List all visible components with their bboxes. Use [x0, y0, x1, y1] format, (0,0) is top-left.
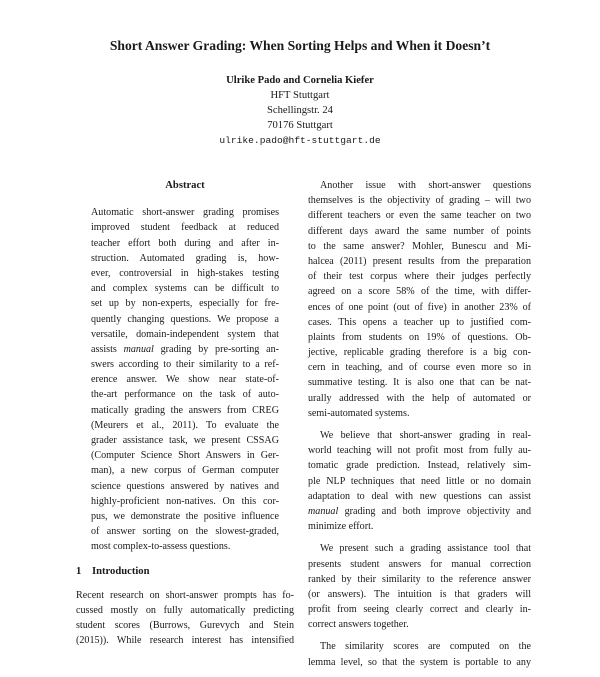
paragraph-belief [308, 428, 531, 534]
abstract-heading: Abstract [165, 180, 205, 191]
author-city: 70176 Stuttgart [267, 120, 333, 131]
text-line: correct answers together. [308, 619, 409, 631]
author-affiliation: HFT Stuttgart [270, 90, 330, 101]
text-line: agreed on a score 58% of the time, with differ- [308, 286, 531, 298]
text-line: erence answer. We show near state-of- [91, 374, 279, 386]
author-block [0, 73, 600, 148]
text-line: ences of one point (out of five) in another 23% of [308, 301, 531, 313]
text-line: quently changing questions. We propose a [91, 313, 279, 325]
section-heading-introduction [76, 564, 294, 579]
text-line: teacher effort both during and after in- [91, 237, 279, 249]
text-line: (Computer Science Short Answers in Ger- [91, 450, 279, 462]
text-line: (2015)). While research interest has intensified [76, 635, 294, 647]
emphasis: manual [308, 505, 339, 517]
text-line: pus, we demonstrate the positive influence [91, 510, 279, 522]
text-line: assists manual grading by pre-sorting an- [91, 343, 279, 355]
text-line: urally addressed with the help of automated or [308, 392, 531, 404]
text-line: science questions answered by natives and [91, 480, 279, 492]
text-line: most complex-to-assess questions. [91, 541, 231, 553]
text-line: ever, controversial in high-stakes testing [91, 267, 279, 279]
text-line: the-art performance on the task of auto- [91, 389, 279, 401]
text-line: ranked by their similarity to the reference answer [308, 573, 531, 585]
text-line: minimize effort. [308, 521, 374, 533]
text-line: We believe that short-answer grading in real- [320, 430, 531, 441]
section-title: Introduction [92, 565, 150, 577]
left-column [76, 178, 294, 655]
author-names: Ulrike Pado and Cornelia Kiefer [226, 75, 374, 86]
author-email: ulrike.pado@hft-stuttgart.de [219, 135, 381, 146]
text-line: man), a new corpus of German computer [91, 465, 279, 477]
text-line: The similarity scores are computed on the [320, 641, 531, 653]
text-line: ple NLP techniques that need little or no domain [308, 475, 531, 487]
text-line: set up by non-experts, especially for fre- [91, 298, 279, 310]
text-line: presents student answers for manual correction [308, 558, 531, 570]
text-line: different teachers or even the same teacher on two [308, 210, 531, 222]
text-line: lemma level, so that the system is portable to any [308, 656, 531, 668]
text-line: semi-automated systems. [308, 407, 410, 419]
emphasis: manual [123, 343, 154, 355]
paragraph-objectivity [308, 178, 531, 421]
text-line: Another issue with short-answer questions [320, 180, 531, 191]
author-street: Schellingstr. 24 [267, 105, 333, 116]
paragraph-tool [308, 541, 531, 632]
text-line: matically grading the answers from CREG [91, 404, 279, 416]
text-line: (or answers). The intuition is that graders will [308, 588, 531, 600]
text-line: versatile, domain-independent system that [91, 328, 279, 340]
text-line: Recent research on short-answer prompts has fo- [76, 589, 294, 601]
text-line: profit from seeing clearly correct and clearly in- [308, 604, 531, 616]
text-line: of answer sorting on the slowest-graded, [91, 526, 279, 538]
text-line: different days award the same number of points [308, 225, 531, 237]
text-line: of their test corpus where their judges perfectly [308, 271, 531, 283]
abstract-body [76, 205, 294, 554]
text-line: manual grading and both improve objectivity and [308, 505, 531, 517]
text-line: to the same answer? Mohler, Bunescu and Mi- [308, 240, 531, 252]
text-line: highly-proficient non-natives. On this cor- [91, 495, 279, 507]
text-line: student scores (Burrows, Gurevych and Stein [76, 620, 294, 632]
text-line: jective, replicable grading therefore is a big con- [308, 347, 531, 359]
text-line: world teaching will not profit most from fully au- [308, 445, 531, 457]
text-line: Automatic short-answer grading promises [91, 207, 279, 219]
introduction-paragraph [76, 588, 294, 649]
text-line: tomatic grade prediction. Instead, relatively sim- [308, 460, 531, 472]
right-column [308, 178, 531, 677]
text-line: We present such a grading assistance tool that [320, 543, 531, 555]
paragraph-similarity [308, 639, 531, 669]
text-line: cussed mostly on fully automatically predicting [76, 604, 294, 616]
text-line: adaptation to deal with new questions can assist [308, 490, 531, 502]
text-line: halcea (2011) present results from the preparation [308, 255, 531, 267]
text-line: and complex systems can be difficult to [91, 283, 279, 295]
text-line: themselves is the objectivity of grading – will two [308, 195, 531, 207]
text-line: plaints from students on 19% of questions. Ob- [308, 331, 531, 343]
text-line: struction. Automated grading is, how- [91, 252, 279, 264]
text-line: cases. This opens a teacher up to justified com- [308, 316, 531, 328]
text-line: summative testing. It is also one that can be nat- [308, 377, 531, 389]
text-line: (Meurers et al., 2011). To evaluate the [91, 419, 279, 431]
paper-title: Short Answer Grading: When Sorting Helps and When it Doesn’t [109, 38, 491, 53]
text-line: grader assistance task, we present CSSAG [91, 435, 279, 446]
text-line: cern in teaching, and of course even more so in [308, 362, 531, 374]
text-line: swers according to their similarity to a ref- [91, 359, 279, 371]
text-line: improved student feedback at reduced [91, 222, 279, 234]
section-number: 1 [76, 565, 82, 577]
